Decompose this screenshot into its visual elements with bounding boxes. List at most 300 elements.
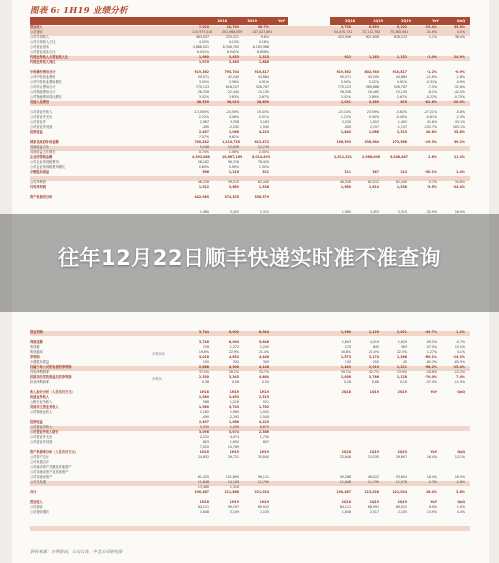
row-value: -70.0%: [424, 375, 437, 379]
row-value: -82.3%: [425, 360, 437, 364]
row-value: -32.9%: [425, 210, 437, 214]
row-label: 公司营业外收入: [30, 425, 53, 429]
row-value: 3,743: [228, 405, 239, 409]
row-label: 公司资产总计: [30, 455, 50, 459]
row-value: 1H19: [259, 450, 269, 454]
row-label: 公司中转营业费用增长: [30, 80, 62, 84]
row-value: 4,074: [229, 435, 239, 439]
row-value: 96,316: [227, 160, 239, 164]
row-value: -27.21%: [423, 110, 437, 114]
row-value: 2,497: [198, 420, 209, 424]
left-table-header: [30, 17, 288, 25]
right-header-cell: QoQ: [456, 19, 465, 23]
row-value: QoQ: [457, 500, 465, 504]
row-value: -0.40%: [395, 115, 407, 119]
row-value: 1,538: [396, 185, 407, 189]
row-value: 4,223: [258, 420, 269, 424]
row-label: 公司营业外其他: [30, 440, 53, 444]
row-label: 其他人员费用: [30, 100, 50, 104]
row-value: 1,216: [229, 400, 239, 404]
row-value: -409: [343, 125, 351, 129]
row-value: 770,123: [337, 85, 351, 89]
row-value: -1.8%: [455, 75, 465, 79]
row-value: 1Q19: [369, 500, 379, 504]
row-value: 5,648: [258, 340, 269, 344]
row-value: 54,470,751: [334, 30, 353, 34]
row-value: 18.4%: [426, 475, 437, 479]
row-value: 5.22%: [368, 80, 379, 84]
row-value: 2.89%: [368, 95, 379, 99]
row-value: -1.0%: [426, 55, 437, 59]
row-value: 38,539: [196, 100, 209, 104]
row-value: 2.00%: [258, 150, 269, 154]
row-value: 7.57%: [198, 135, 209, 139]
row-value: 22,848: [339, 455, 351, 459]
row-value: 3,174: [368, 355, 379, 359]
row-value: 11,790: [257, 480, 269, 484]
row-value: 1H19: [259, 500, 269, 504]
row-value: 338,964: [364, 140, 379, 144]
row-value: 2,497: [198, 130, 209, 134]
row-value: 53,604: [395, 475, 407, 479]
row-value: -19.3%: [424, 140, 437, 144]
row-value: 84,111: [339, 505, 351, 509]
row-value: 10,667,169: [222, 155, 243, 159]
row-value: -11.6%: [425, 75, 437, 79]
row-value: -13,059%: [193, 110, 209, 114]
row-value: 23,535: [367, 455, 379, 459]
row-value: -1.8%: [455, 480, 465, 484]
row-label: 投资收益: [30, 130, 43, 134]
row-value: 919,362: [336, 70, 351, 74]
row-value: -0.9%: [454, 70, 465, 74]
row-value: 253,321: [225, 35, 239, 39]
row-value: 88,991: [367, 505, 379, 509]
row-value: -59.5%: [425, 340, 437, 344]
row-value: 1H19: [229, 450, 239, 454]
row-value: -2,292: [228, 125, 239, 129]
row-value: 4.91%: [258, 80, 269, 84]
row-label: 少数股东损益: [30, 170, 50, 174]
row-value: -31.6%: [425, 30, 437, 34]
row-value: -30.1%: [424, 170, 437, 174]
row-value: -33.1%: [453, 120, 465, 124]
row-value: -18.8%: [425, 370, 437, 374]
row-value: 1,128: [396, 375, 407, 379]
row-value: 4,300: [228, 365, 239, 369]
row-value: 26,328: [339, 90, 351, 94]
row-value: 2,197: [369, 125, 379, 129]
row-value: 367: [372, 170, 379, 174]
row-value: 1,840: [340, 130, 351, 134]
row-value: 1.12%: [340, 115, 351, 119]
row-value: 78,429: [257, 160, 269, 164]
row-label: 所得税率: [30, 350, 43, 354]
row-value: 3,109: [229, 510, 239, 514]
row-label: 公司负债合计: [30, 460, 50, 464]
row-label: 利润总额: [30, 340, 43, 344]
row-value: 19.6%: [198, 350, 209, 354]
row-value: 8,306,700: [222, 45, 239, 49]
row-label: 代理业务收入占营业收入比: [30, 55, 69, 59]
row-value: 3,048,487: [390, 155, 408, 159]
row-value: 1,600: [229, 440, 239, 444]
row-label: 公司营业外支出: [30, 435, 53, 439]
row-label: 公司分项收入: [30, 35, 50, 39]
row-value: -34.4%: [452, 185, 465, 189]
row-value: 5.50%: [340, 80, 351, 84]
row-value: 6,014,493: [252, 155, 270, 159]
row-value: 1,980: [341, 210, 351, 214]
row-value: 4.1%: [456, 350, 465, 354]
row-value: 2.22%: [198, 115, 209, 119]
row-value: 1,066: [228, 420, 239, 424]
row-value: 1H19: [229, 500, 239, 504]
row-label: 其他收益占比: [30, 145, 50, 149]
row-value: 4,223: [258, 130, 269, 134]
row-value: 1,782: [258, 405, 269, 409]
row-value: -2,292: [228, 415, 239, 419]
row-value: -0.81%: [425, 115, 437, 119]
row-value: 6,163,968: [252, 45, 269, 49]
row-value: 566: [202, 170, 209, 174]
row-value: 2,315: [258, 395, 269, 399]
row-value: 2Q18: [341, 450, 351, 454]
row-label: 公司中转营业费用: [30, 75, 56, 79]
row-value: 22.3%: [396, 350, 407, 354]
row-label: 公司营业外支出: [30, 115, 53, 119]
row-value: 2,105: [397, 510, 407, 514]
row-label: 公司分项收入占比: [30, 40, 56, 44]
row-label: 资产负债率分析（人民币百万元）: [30, 450, 78, 454]
row-value: 4.18%: [258, 40, 269, 44]
row-value: 3,330: [199, 425, 209, 429]
row-value: 910,817: [254, 70, 269, 74]
row-value: 2,330: [198, 375, 209, 379]
row-value: 336,579: [254, 195, 269, 199]
row-value: 7.0%: [456, 375, 465, 379]
row-value: 4,888,041: [192, 45, 209, 49]
row-value: 4,448: [258, 355, 269, 359]
row-value: 9.62%: [228, 135, 239, 139]
row-value: 2Q18: [341, 390, 351, 394]
row-value: 42,040: [227, 75, 239, 79]
row-value: 221,024: [392, 490, 407, 494]
row-value: 16.5%: [454, 475, 465, 479]
row-value: 3.42%: [340, 95, 351, 99]
row-value: 3,183: [259, 120, 269, 124]
row-value: 628,213: [393, 35, 407, 39]
row-value: 4.25%: [198, 40, 209, 44]
row-label: 公司营业外收入增长: [30, 430, 59, 434]
row-value: 526,767: [255, 85, 269, 89]
row-label: 公司物流业收入: [30, 410, 53, 414]
row-label: 营业收入: [30, 500, 43, 504]
row-value: -490: [201, 125, 209, 129]
row-value: 6,002: [228, 330, 239, 334]
row-value: 1,540: [259, 125, 269, 129]
row-value: 2.67%: [258, 95, 269, 99]
row-value: 2,919: [368, 365, 379, 369]
row-value: 130: [344, 360, 351, 364]
row-value: 4,019: [369, 340, 379, 344]
row-value: 1,980: [340, 185, 351, 189]
row-label: 公司企业所得税费用: [30, 160, 59, 164]
row-value: 2,315: [397, 210, 407, 214]
row-value: 11,848: [339, 480, 351, 484]
row-value: 1,372: [229, 345, 239, 349]
row-value: -1,157: [396, 125, 407, 129]
row-value: 6,004: [228, 340, 239, 344]
row-value: 1,492: [397, 120, 407, 124]
row-value: 569,688: [365, 85, 379, 89]
row-value: 3,453: [229, 210, 239, 214]
row-value: -152.7%: [423, 125, 437, 129]
row-value: 34.8%: [454, 180, 465, 184]
row-value: 89,912: [395, 505, 407, 509]
row-value: 2,232: [199, 435, 209, 439]
row-value: 50,571: [339, 75, 351, 79]
row-label: 公司营业成本: [30, 45, 50, 49]
row-value: 1,290: [229, 425, 239, 429]
row-value: 1.06%: [228, 150, 239, 154]
row-value: -0.8%: [455, 110, 465, 114]
row-value: 16.0%: [425, 490, 437, 494]
row-value: 4.46%: [228, 115, 239, 119]
row-label: 其他收益占比增长: [30, 150, 56, 154]
row-value: 14,109: [227, 480, 239, 484]
row-value: 5,102: [396, 25, 407, 29]
row-value: -57.9%: [425, 380, 437, 384]
row-value: 50,571: [197, 75, 209, 79]
row-label: 合计: [30, 490, 37, 494]
row-value: 1.2%: [456, 330, 465, 334]
row-value: 374,325: [224, 195, 239, 199]
row-value: 1,540: [259, 415, 269, 419]
row-value: 28.2%: [228, 370, 239, 374]
row-value: 11,576: [395, 480, 407, 484]
row-value: 4,392,880: [192, 155, 210, 159]
row-value: 46,022: [367, 475, 379, 479]
row-value: 39.1%: [340, 370, 351, 374]
row-label: 代理业务收入同比: [30, 60, 56, 64]
row-value: 13.1%: [454, 455, 465, 459]
row-value: 1,730: [259, 435, 269, 439]
row-value: 618,107: [225, 85, 239, 89]
row-value: 4.13%: [228, 40, 239, 44]
row-value: 1,970: [198, 60, 209, 64]
row-value: 39,515: [227, 180, 239, 184]
row-value: 10,789: [226, 25, 239, 29]
row-value: -49.7%: [424, 330, 437, 334]
row-value: -15.4%: [452, 365, 465, 369]
row-value: 45,505: [367, 75, 379, 79]
row-value: 1,848: [341, 510, 351, 514]
row-value: 0.38: [201, 380, 209, 384]
row-value: -65.5%: [453, 360, 465, 364]
row-value: 3,746: [198, 340, 209, 344]
row-value: 4,632: [228, 355, 239, 359]
row-value: 2,586: [258, 430, 269, 434]
row-label: 公司非流动资产及其他资产: [30, 470, 69, 474]
row-label: 其他非主营业务收入: [30, 405, 59, 409]
row-value: 39.2%: [453, 140, 465, 144]
row-value: 15,135: [395, 90, 407, 94]
row-value: 4.91%: [396, 80, 407, 84]
row-value: 38.4%: [454, 35, 465, 39]
row-value: 46,328: [339, 180, 351, 184]
row-value: 0.28: [343, 380, 351, 384]
row-value: 2,511,321: [334, 155, 352, 159]
row-value: 3,756: [340, 25, 351, 29]
row-value: 1,960: [229, 410, 239, 414]
row-value: 7,020: [198, 25, 209, 29]
row-value: 3,453: [369, 210, 379, 214]
row-value: 201,068,059: [222, 30, 243, 34]
row-label: 资产负债表分析: [30, 195, 53, 199]
row-label: 少数股东损益: [30, 360, 50, 364]
row-value: 16.4%: [426, 455, 437, 459]
row-value: 2,230: [341, 120, 351, 124]
row-label: 公司物流费用同比增长: [30, 95, 62, 99]
left-header-cell: YoY: [278, 19, 285, 23]
row-value: 11,848: [197, 480, 209, 484]
row-value: -15.2%: [453, 370, 465, 374]
row-value: 62,012: [367, 180, 379, 184]
row-value: 3,589: [368, 100, 379, 104]
row-value: 1.4%: [456, 170, 465, 174]
row-value: 1H19: [259, 390, 269, 394]
row-value: 270: [344, 345, 351, 349]
row-value: 41.8%: [426, 120, 437, 124]
row-label: 公司营收增长: [30, 510, 50, 514]
row-label: 归母净利润: [30, 185, 46, 189]
row-value: 99,297: [227, 505, 239, 509]
row-value: 5,248: [199, 145, 209, 149]
row-value: 6,839: [368, 25, 379, 29]
row-value: -1.2%: [426, 70, 437, 74]
row-value: 1,266: [396, 355, 407, 359]
row-value: 213,028: [364, 490, 379, 494]
row-value: 23.9%: [396, 370, 407, 374]
row-value: 802,930: [364, 70, 379, 74]
row-value: 2,966,006: [362, 155, 380, 159]
row-value: 1,200: [259, 345, 269, 349]
row-value: 857: [262, 440, 269, 444]
row-value: 24,652: [197, 455, 209, 459]
row-value: 1,980: [199, 210, 209, 214]
row-value: 1H18: [199, 500, 209, 504]
row-value: 1H19: [229, 390, 239, 394]
row-value: 6.9%: [428, 505, 437, 509]
row-value: 3,689: [228, 185, 239, 189]
row-value: 363: [400, 345, 407, 349]
row-value: 89,912: [257, 505, 269, 509]
row-label: 快递业务收入: [30, 395, 50, 399]
row-value: QoQ: [457, 450, 465, 454]
row-value: YoY: [430, 390, 437, 394]
row-value: 521: [262, 170, 269, 174]
row-value: 1,052: [369, 120, 379, 124]
row-value: 255: [372, 360, 379, 364]
row-value: 1,573: [340, 355, 351, 359]
row-value: 2,315: [396, 130, 407, 134]
row-value: 62,440: [395, 180, 407, 184]
row-value: -25.4%: [424, 25, 437, 29]
row-value: 150: [202, 360, 209, 364]
row-value: 0.01%: [258, 115, 269, 119]
row-label: 归属于母公司所有者的净利润: [30, 365, 72, 369]
row-label: 公司营业成本占比: [30, 50, 56, 54]
row-label: 公司流动资产总额及其他资产: [30, 465, 72, 469]
row-value: 23.59%: [366, 110, 379, 114]
row-value: 3,345: [228, 375, 239, 379]
row-value: 1,443: [340, 365, 351, 369]
figure-title: 图表 6: 1H19 业绩分析: [30, 6, 128, 16]
row-value: -0.6%: [455, 80, 465, 84]
row-value: 1,163: [368, 55, 379, 59]
row-value: 0.7%: [428, 180, 437, 184]
row-value: 910,817: [392, 70, 407, 74]
row-value: 16.8%: [340, 350, 351, 354]
row-value: 919,362: [194, 70, 209, 74]
row-value: 4.4%: [456, 510, 465, 514]
row-value: 2,315: [258, 55, 269, 59]
row-label: 公司企业所得税费用增长: [30, 165, 66, 169]
row-value: 16.9%: [454, 210, 465, 214]
row-value: 0.16: [399, 380, 407, 384]
row-value: -0.22%: [425, 95, 437, 99]
row-label: 公司物流费用合计: [30, 90, 56, 94]
row-value: 1,162: [199, 410, 209, 414]
row-value: 11,790: [367, 480, 379, 484]
row-value: -7.5%: [427, 85, 437, 89]
row-value: 28,182: [197, 160, 209, 164]
row-label: 公司营业外其他: [30, 125, 53, 129]
row-value: 45: [402, 360, 407, 364]
row-value: 1,221: [396, 365, 407, 369]
row-value: 795,704: [224, 70, 239, 74]
row-value: -31.6%: [453, 85, 465, 89]
row-value: 211: [344, 170, 351, 174]
row-value: 98,111: [257, 475, 269, 479]
row-value: 2Q18: [341, 500, 351, 504]
row-value: 2Q19: [397, 390, 407, 394]
row-value: 10,789: [227, 445, 239, 449]
mid-label-net-margin: 净利润率: [152, 352, 165, 356]
row-value: 114,977,015: [192, 30, 213, 34]
row-label: 公司营收: [30, 505, 43, 509]
row-value: 19.45%: [256, 110, 269, 114]
row-value: 1H18: [199, 450, 209, 454]
row-value: 1,980: [198, 405, 209, 409]
row-label: 公司非流动资产: [30, 475, 53, 479]
row-value: 4,884: [258, 375, 269, 379]
row-value: 300: [262, 360, 269, 364]
row-value: 42.7%: [368, 370, 379, 374]
row-value: 8.658%: [256, 50, 269, 54]
row-value: 566: [202, 400, 209, 404]
row-value: 1Q19: [369, 450, 379, 454]
row-value: -1.5%: [455, 115, 465, 119]
row-value: -20.0%: [452, 100, 465, 104]
row-value: -24,59%: [225, 110, 239, 114]
row-value: 190,467: [194, 490, 209, 494]
row-value: 62,440: [257, 180, 269, 184]
row-value: 1,318: [229, 485, 239, 489]
row-value: 1.1%: [428, 35, 437, 39]
row-value: 13.9%: [426, 510, 437, 514]
